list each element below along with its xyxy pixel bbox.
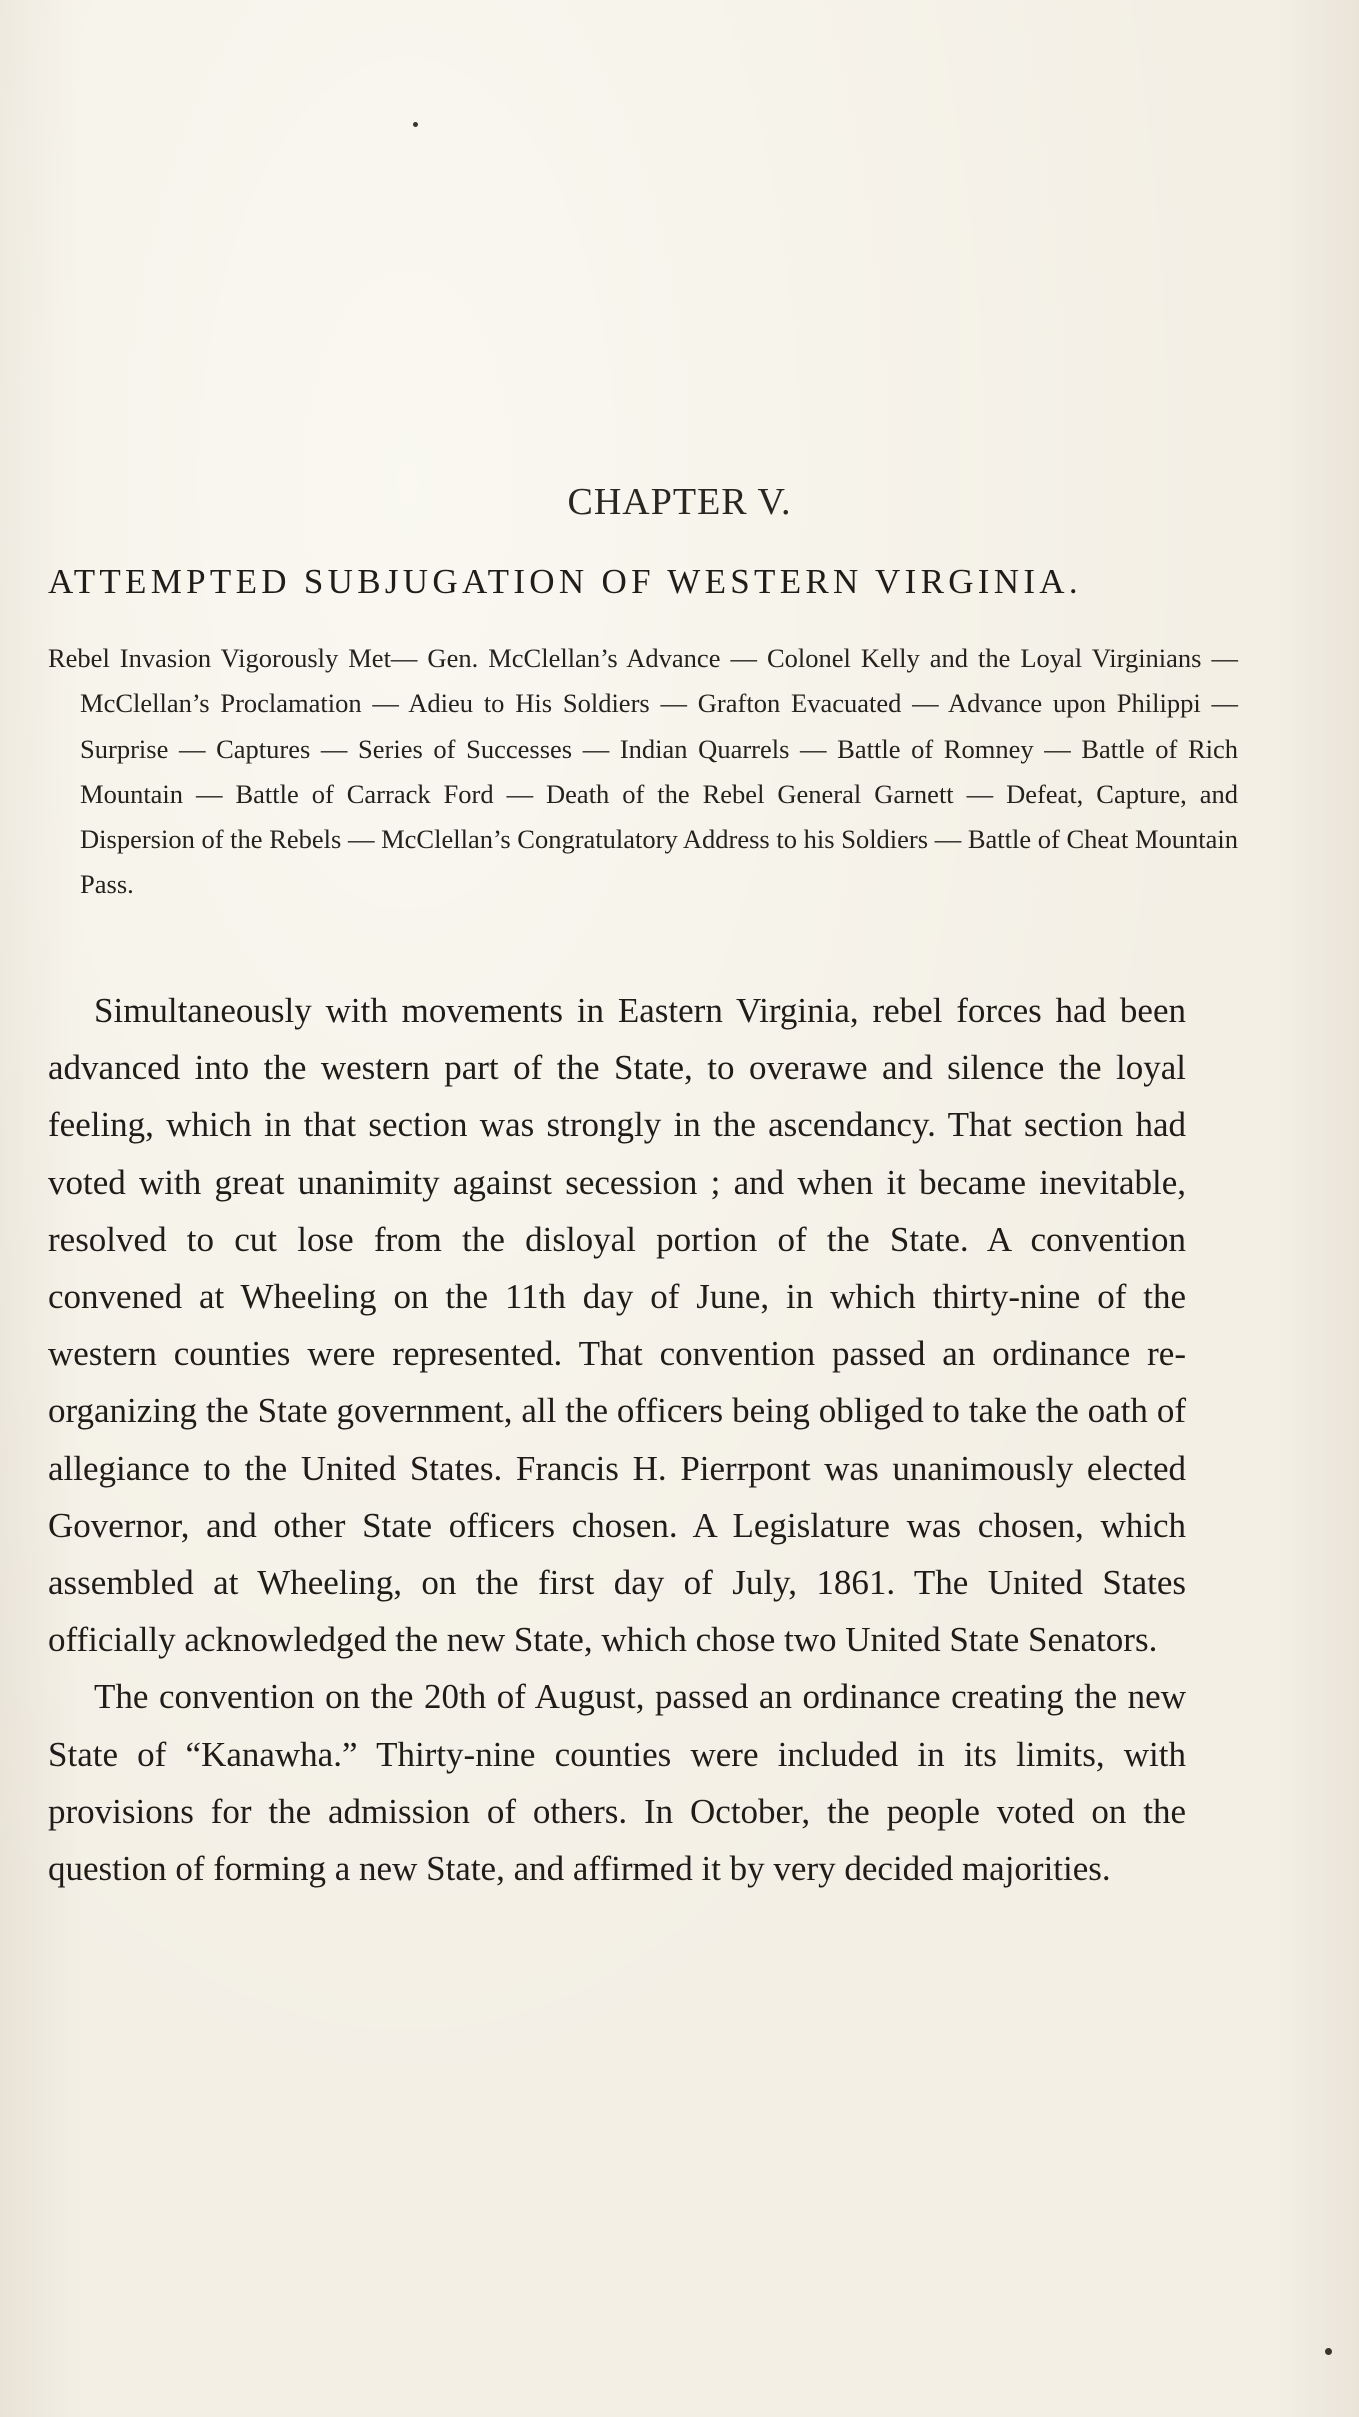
print-speck	[413, 122, 418, 127]
print-speck	[1325, 2348, 1332, 2355]
bleed-through-texture	[30, 160, 1310, 218]
paragraph: Simultaneously with movements in Eastern Virginia, rebel forces had been advanced into the western part of the State, to overawe and silence the loyal feeling, which in that section was strongly in the ascendancy. That section had voted with great unanimity against secession ; and when it became inevitable, resolved to cut lose from the disloyal portion of the State. A convention convened at Wheeling on the 11th day of June, in which thirty-nine of the western counties were represented. That convention passed an ordinance re-organizing the State government, all the officers being obliged to take the oath of allegiance to the United States. Francis H. Pierrpont was unanimously elected Governor, and other State officers chosen. A Legislature was chosen, which assembled at Wheeling, on the first day of July, 1861. The United States officially acknowledged the new State, which chose two United State Senators.	[48, 991, 1186, 1660]
chapter-number: CHAPTER V.	[567, 481, 792, 523]
chapter-synopsis: Rebel Invasion Vigorously Met— Gen. McClellan’s Advance — Colonel Kelly and the Loyal Virginians — McClellan’s Proclamation — Adieu to His Soldiers — Grafton Evacuated — Advance upon Philippi — Surprise — Captures — Series of Successes — Indian Quarrels — Battle of Romney — Battle of Rich Mountain — Battle of Carrack Ford — Death of the Rebel General Garnett — Defeat, Capture, and Dispersion of the Rebels — McClellan’s Congratulatory Address to his Soldiers — Battle of Cheat Mountain Pass.	[48, 643, 1238, 900]
paragraph: The convention on the 20th of August, passed an ordinance creating the new State of “Kanawha.” Thirty-nine counties were included in its limits, with provisions for the admission of others. In October, the people voted on the question of forming a new State, and affirmed it by very decided majorities.	[48, 1677, 1186, 1889]
chapter-title: ATTEMPTED SUBJUGATION OF WESTERN VIRGINIA.	[48, 562, 1082, 601]
chapter-body	[48, 982, 1186, 1897]
